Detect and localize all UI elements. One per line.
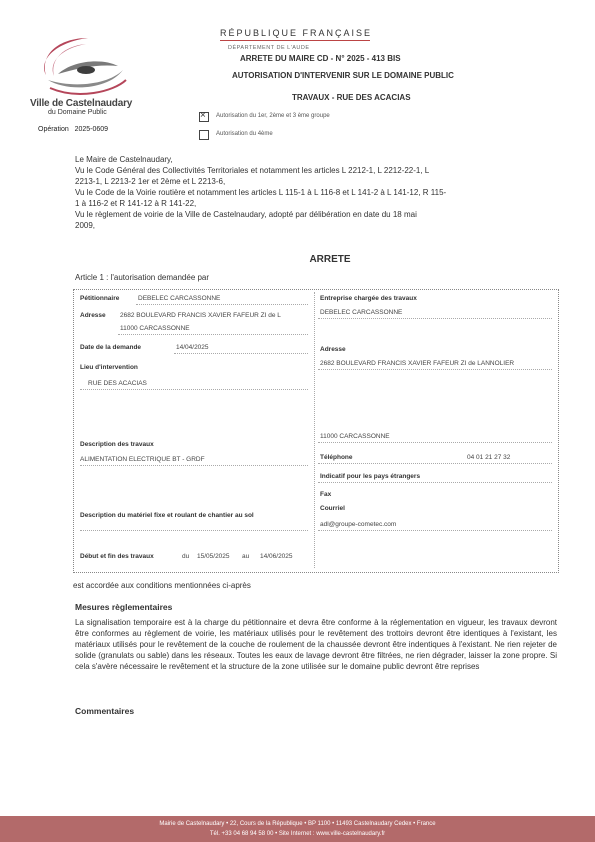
dotline [80, 465, 308, 467]
republic-heading: RÉPUBLIQUE FRANÇAISE [220, 28, 373, 38]
dotline [80, 389, 308, 391]
dotline [174, 353, 308, 355]
dotline [318, 442, 552, 444]
adresse-value: 2682 BOULEVARD FRANCIS XAVIER FAFEUR ZI de L [120, 312, 281, 319]
arrete-heading: ARRETE [309, 254, 351, 265]
preamble-line-2: Vu le Code Général des Collectivités Territoriales et notamment les articles L 2212-1, L 2212-22-1, L [75, 166, 430, 175]
adresse-entreprise-label: Adresse [320, 346, 346, 353]
date-demande-value: 14/04/2025 [176, 344, 209, 351]
dotline [318, 318, 552, 320]
footer-bar [0, 816, 595, 842]
dotline [136, 304, 308, 306]
document-subtitle: AUTORISATION D'INTERVENIR SUR LE DOMAINE PUBLIC [232, 71, 454, 80]
lieu-intervention-value: RUE DES ACACIAS [88, 380, 147, 387]
petitionnaire-label: Pétitionnaire [80, 295, 120, 302]
org-name: Ville de Castelnaudary [30, 98, 133, 109]
telephone-label: Téléphone [320, 454, 353, 461]
operation-value: 2025-0609 [74, 126, 109, 133]
operation-number [38, 126, 108, 133]
au-label: au [242, 553, 250, 560]
entreprise-value: DEBELEC CARCASSONNE [320, 309, 403, 316]
travaux-heading: TRAVAUX - RUE DES ACACIAS [292, 93, 411, 102]
dotline [118, 334, 308, 336]
du-label: du [182, 553, 190, 560]
mesures-title: Mesures règlementaires [75, 602, 173, 612]
adresse-label: Adresse [80, 312, 106, 319]
checkbox-groupe-1-2-3[interactable] [199, 112, 209, 122]
dotline [318, 482, 552, 484]
checkbox-groupe-1-2-3-label: Autorisation du 1er, 2ème et 3 ème groupe [216, 113, 330, 119]
petitionnaire-value: DEBELEC CARCASSONNE [138, 295, 221, 302]
footer-contact: Tél. +33 04 68 94 58 00 • Site Internet : www.ville-castelnaudary.fr [209, 831, 386, 837]
cp-ville-value: 11000 CARCASSONNE [120, 325, 190, 332]
dotline [318, 369, 552, 371]
preamble-line-4: Vu le Code de la Voirie routière et notamment les articles L 115-1 à L 116-8 et L 141-2 à L 141-12, R 115- [75, 188, 447, 197]
article-1: Article 1 : l'autorisation demandée par [75, 273, 210, 282]
commentaires-title: Commentaires [75, 706, 135, 716]
entreprise-label: Entreprise chargée des travaux [320, 295, 417, 302]
telephone-value: 04 01 21 27 32 [467, 454, 511, 461]
department-heading: DÉPARTEMENT DE L'AUDE [228, 45, 310, 51]
preamble-line-1: Le Maire de Castelnaudary, [75, 155, 173, 164]
date-fin-value: 14/06/2025 [260, 553, 293, 560]
indicatif-etranger-label: Indicatif pour les pays étrangers [320, 473, 421, 480]
fax-label: Fax [320, 491, 332, 498]
mesures-text: La signalisation temporaire est à la charge du pétitionnaire et devra être conforme à la réglementation en vigueur, les travaux devront être conformes au règlement de voirie, les matériaux utilisés pour le revêtement des trottoirs devront être identiques à l'existant, les matériaux utilisés pour le revêtement de la couche de roulement de la chaussée devront être indentiques à l'existant. Ne rien rejeter de solide (granulats ou sable) dans les réseaux. Toutes les eaux de lavage devront être filtrées, ne rien dégrader, laisser la zone propre. Si cela s'avère nécessaire le revêtement et la structure de la zone utilisée sur le domaine public devront être reprises [75, 618, 557, 671]
preamble-line-5: 1 à 116-2 et R 141-12 à R 141-22, [75, 199, 197, 208]
arrete-title: ARRETE DU MAIRE CD - N° 2025 - 413 BIS [240, 54, 401, 63]
description-travaux-label: Description des travaux [80, 441, 154, 448]
dotline [80, 530, 308, 532]
operation-label: Opération [38, 126, 69, 133]
lieu-intervention-label: Lieu d'intervention [80, 364, 138, 371]
preamble-line-6: Vu le règlement de voirie de la Ville de Castelnaudary, adopté par délibération en date du 18 mai [75, 210, 417, 219]
adresse-entreprise-value: 2682 BOULEVARD FRANCIS XAVIER FAFEUR ZI de LANNOLIER [320, 360, 515, 367]
debut-fin-label: Début et fin des travaux [80, 553, 154, 560]
date-demande-label: Date de la demande [80, 344, 142, 351]
courriel-label: Courriel [320, 505, 345, 512]
date-debut-value: 15/05/2025 [197, 553, 230, 560]
republic-underline [220, 40, 370, 41]
dotline [318, 530, 552, 532]
form-divider [314, 292, 316, 568]
city-logo [28, 30, 138, 100]
footer-address: Mairie de Castelnaudary • 22, Cours de la République • BP 1100 • 11493 Castelnaudary Cedex • France [159, 821, 436, 827]
checkbox-groupe-4-label: Autorisation du 4ème [216, 131, 273, 137]
preamble-line-7: 2009, [75, 221, 96, 230]
materiel-label: Description du matériel fixe et roulant de chantier au sol [80, 512, 254, 519]
accordee-text: est accordée aux conditions mentionnées ci-après [73, 581, 251, 590]
preamble-line-3: 2213-1, L 2213-2 1er et 2ème et L 2213-6, [75, 177, 226, 186]
dotline [318, 463, 552, 465]
checkbox-groupe-4[interactable] [199, 130, 209, 140]
courriel-value: adl@groupe-cometec.com [320, 521, 397, 528]
description-travaux-value: ALIMENTATION ELECTRIQUE BT - GRDF [80, 456, 205, 463]
cp-ville-entreprise-value: 11000 CARCASSONNE [320, 433, 390, 440]
org-subtitle: du Domaine Public [48, 109, 107, 116]
